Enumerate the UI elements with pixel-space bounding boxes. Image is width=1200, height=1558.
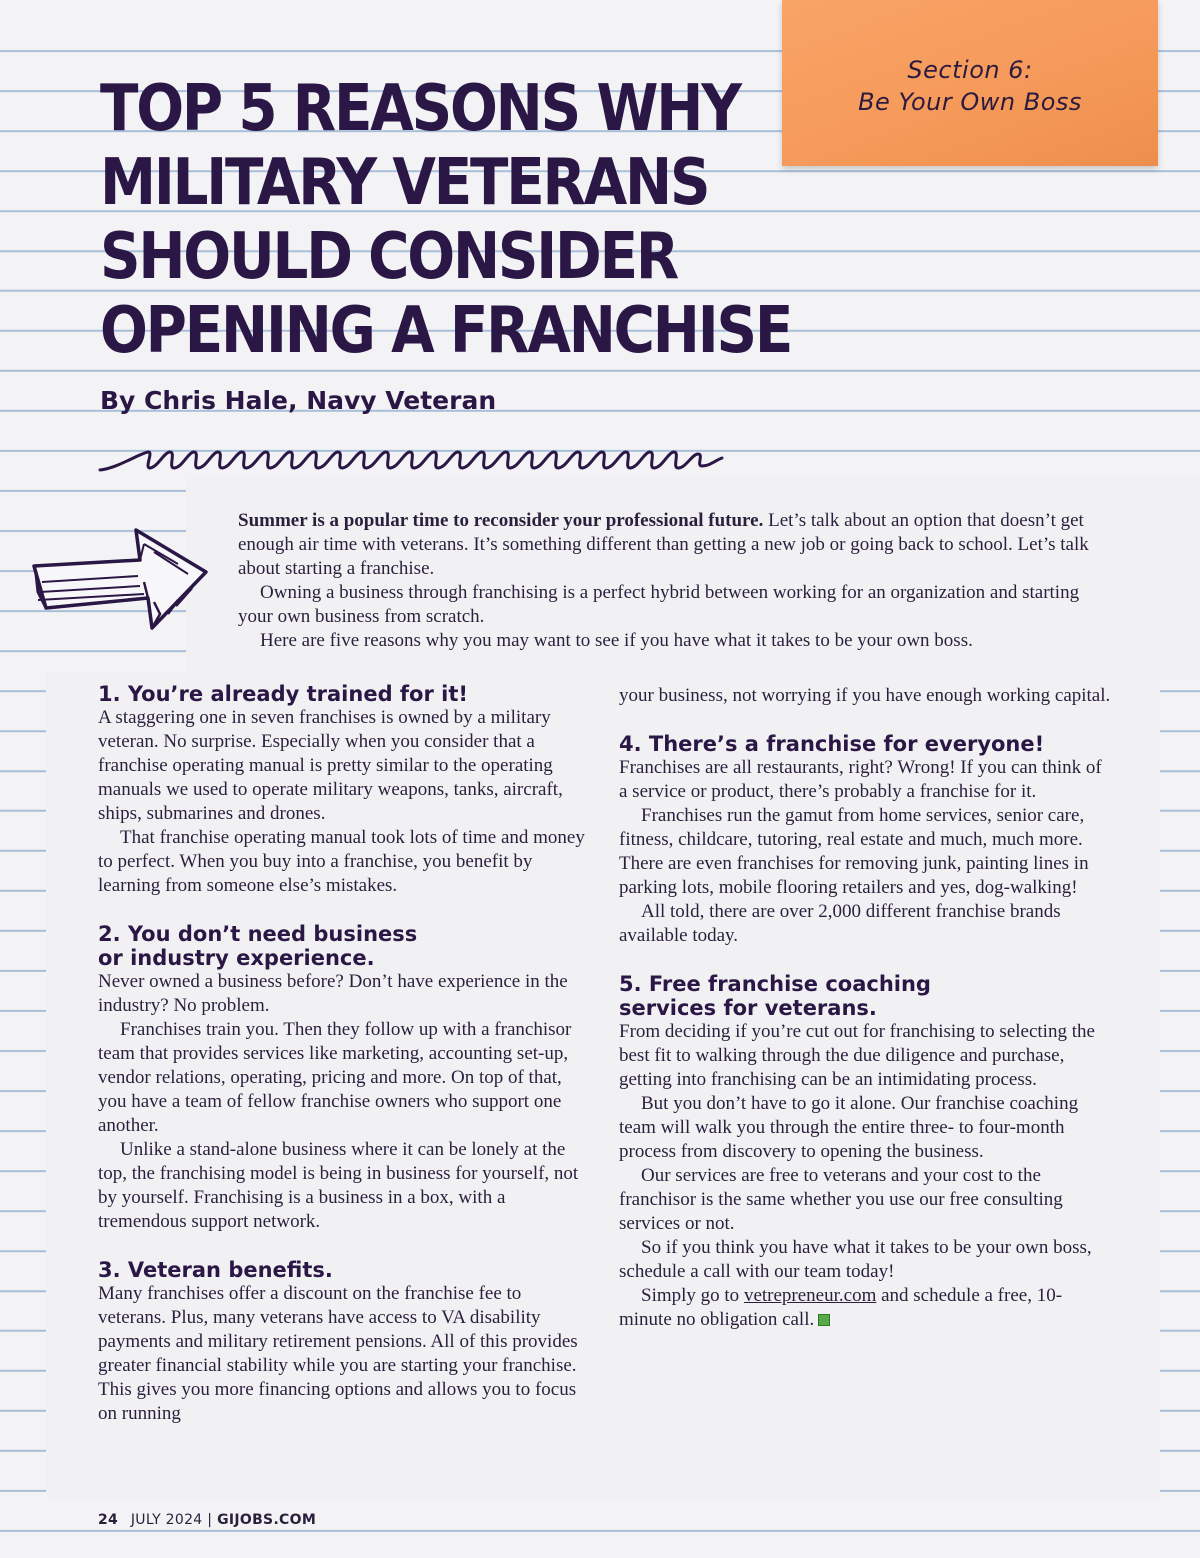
cta-text: Simply go to: [641, 1285, 744, 1306]
heading-line: or industry experience.: [98, 946, 375, 970]
body-paragraph: Unlike a stand-alone business where it can be lonely at the top, the franchising model is being in business for yourself, not by yourself. Franchising is a business in a box, with a tremendous support network.: [98, 1139, 579, 1232]
body-paragraph: Franchises are all restaurants, right? Wrong! If you can think of a service or product, there’s probably a franchise for it.: [619, 757, 1102, 802]
body-paragraph: So if you think you have what it takes to be your own boss, schedule a call with our team today!: [619, 1237, 1092, 1282]
intro-lead: Summer is a popular time to reconsider your professional future.: [238, 510, 764, 531]
squiggle-divider: [98, 440, 724, 480]
section-heading: 4. There’s a franchise for everyone!: [619, 732, 1045, 756]
body-paragraph: Franchises train you. Then they follow up with a franchisor team that provides services like marketing, accounting set-up, vendor relations, operating, pricing and more. On top of that, you have a team of fellow franchise owners who support one another.: [98, 1019, 572, 1136]
intro-paragraph: Here are five reasons why you may want to see if you have what it takes to be your own boss.: [260, 630, 973, 651]
section-title: Be Your Own Boss: [858, 88, 1082, 116]
title-line: OPENING A FRANCHISE: [100, 294, 792, 368]
website-link[interactable]: vetrepreneur.com: [743, 1285, 877, 1306]
body-paragraph: Never owned a business before? Don’t have experience in the industry? No problem.: [98, 971, 568, 1016]
body-paragraph: Our services are free to veterans and your cost to the franchisor is the same whether you use our free consulting services or not.: [619, 1165, 1063, 1234]
heading-line: 2. You don’t need business: [98, 922, 418, 946]
section-heading: [619, 972, 1111, 1020]
intro-paragraph: Owning a business through franchising is a perfect hybrid between working for an organization and starting your own business from scratch.: [238, 582, 1080, 627]
page-title: [100, 72, 791, 368]
body-paragraph: A staggering one in seven franchises is owned by a military veteran. No surprise. Especially when you consider that a franchise operating manual is pretty similar to the operating manuals we used to operate military weapons, tanks, aircraft, ships, submarines and drones.: [98, 707, 563, 824]
body-paragraph: All told, there are over 2,000 different franchise brands available today.: [619, 901, 1061, 946]
body-paragraph: That franchise operating manual took lots of time and money to perfect. When you buy into a franchise, you benefit by learning from someone else’s mistakes.: [98, 827, 585, 896]
article-column-right: [619, 684, 1111, 1332]
intro-lead-rest: Let’s talk about an option that doesn’t get enough air time with veterans. It’s something different than getting a new job or going back to school. Let’s talk about starting a franchise.: [238, 510, 1089, 579]
page-number: 24: [98, 1512, 119, 1528]
sticky-note: [782, 0, 1158, 166]
title-line: TOP 5 REASONS WHY: [100, 72, 740, 146]
cta-text: and schedule a free, 10-minute no obligation call.: [619, 1285, 1063, 1330]
byline: By Chris Hale, Navy Veteran: [100, 386, 497, 415]
intro-text: [238, 509, 1098, 653]
body-paragraph: Many franchises offer a discount on the franchise fee to veterans. Plus, many veterans have access to VA disability payments and military retirement pensions. All of this provides greater financial stability while you are starting your franchise. This gives you more financing options and allows you to focus on running: [98, 1283, 578, 1424]
article-column-left: [98, 682, 590, 1426]
body-paragraph: From deciding if you’re cut out for franchising to selecting the best fit to walking through the due diligence and purchase, getting into franchising can be an intimidating process.: [619, 1021, 1095, 1090]
site-name: GIJOBS.COM: [217, 1512, 317, 1528]
hand-drawn-arrow-icon: [28, 522, 214, 638]
title-line: SHOULD CONSIDER: [100, 220, 678, 294]
body-paragraph: your business, not worrying if you have enough working capital.: [619, 685, 1111, 706]
page-footer: [98, 1512, 316, 1528]
heading-line: services for veterans.: [619, 996, 877, 1020]
intro-paragraph: [238, 509, 1098, 581]
section-label: Section 6:: [907, 56, 1033, 84]
end-mark-icon: [818, 1314, 830, 1326]
heading-line: 5. Free franchise coaching: [619, 972, 931, 996]
footer-separator: |: [207, 1512, 213, 1528]
section-heading: 1. You’re already trained for it!: [98, 682, 468, 706]
section-heading: 3. Veteran benefits.: [98, 1258, 333, 1282]
body-paragraph: Franchises run the gamut from home services, senior care, fitness, childcare, tutoring, real estate and much, much more. There are even franchises for removing junk, painting lines in parking lots, mobile flooring retailers and yes, dog-walking!: [619, 805, 1089, 898]
body-paragraph: But you don’t have to go it alone. Our franchise coaching team will walk you through the entire three- to four-month process from discovery to opening the business.: [619, 1093, 1079, 1162]
issue-date: JULY 2024: [130, 1512, 203, 1528]
section-heading: [98, 922, 590, 970]
body-paragraph: [619, 1284, 1111, 1332]
title-line: MILITARY VETERANS: [100, 146, 709, 220]
